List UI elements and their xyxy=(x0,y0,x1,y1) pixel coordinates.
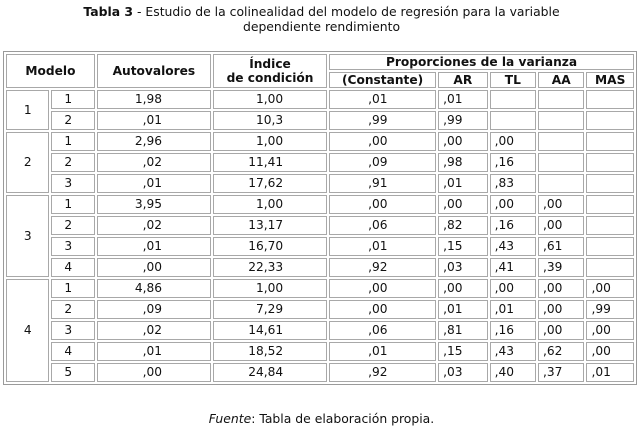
proportion-mas-cell xyxy=(586,132,634,151)
proportion-constante-cell: ,00 xyxy=(329,195,436,214)
proportion-aa-cell: ,62 xyxy=(538,342,584,361)
autovalor-cell: 1,98 xyxy=(97,90,211,109)
autovalor-cell: ,01 xyxy=(97,111,211,130)
table-row xyxy=(6,363,634,382)
dimension-cell: 2 xyxy=(51,216,94,235)
condition-index-cell: 10,3 xyxy=(213,111,327,130)
table-row xyxy=(6,237,634,256)
table-row xyxy=(6,216,634,235)
table-row xyxy=(6,195,634,214)
dimension-cell: 1 xyxy=(51,195,94,214)
proportion-constante-cell: ,06 xyxy=(329,321,436,340)
dimension-cell: 1 xyxy=(51,279,94,298)
header-mas: MAS xyxy=(586,72,634,88)
condition-index-cell: 16,70 xyxy=(213,237,327,256)
dimension-cell: 3 xyxy=(51,174,94,193)
proportion-constante-cell: ,01 xyxy=(329,237,436,256)
table-title-text-line2: dependiente rendimiento xyxy=(242,19,401,34)
dimension-cell: 1 xyxy=(51,90,94,109)
header-autovalores: Autovalores xyxy=(97,54,211,88)
proportion-aa-cell: ,39 xyxy=(538,258,584,277)
header-aa: AA xyxy=(538,72,584,88)
proportion-tl-cell: ,43 xyxy=(490,342,536,361)
proportion-constante-cell: ,00 xyxy=(329,279,436,298)
proportion-ar-cell: ,82 xyxy=(438,216,487,235)
proportion-tl-cell xyxy=(490,90,536,109)
model-number-cell: 3 xyxy=(6,195,49,277)
dimension-cell: 2 xyxy=(51,153,94,172)
dimension-cell: 5 xyxy=(51,363,94,382)
proportion-mas-cell xyxy=(586,90,634,109)
proportion-aa-cell xyxy=(538,111,584,130)
table-title-label: Tabla 3 xyxy=(83,4,134,19)
autovalor-cell: ,00 xyxy=(97,258,211,277)
proportion-mas-cell: ,99 xyxy=(586,300,634,319)
proportion-ar-cell: ,00 xyxy=(438,132,487,151)
proportion-tl-cell: ,16 xyxy=(490,321,536,340)
table-title xyxy=(0,4,643,34)
proportion-mas-cell xyxy=(586,111,634,130)
table-row xyxy=(6,174,634,193)
proportion-tl-cell xyxy=(490,111,536,130)
proportion-tl-cell: ,43 xyxy=(490,237,536,256)
autovalor-cell: ,01 xyxy=(97,342,211,361)
proportion-mas-cell xyxy=(586,216,634,235)
header-constante: (Constante) xyxy=(329,72,436,88)
proportion-aa-cell: ,00 xyxy=(538,216,584,235)
proportion-constante-cell: ,01 xyxy=(329,342,436,361)
dimension-cell: 3 xyxy=(51,237,94,256)
proportion-constante-cell: ,00 xyxy=(329,300,436,319)
model-number-cell: 4 xyxy=(6,279,49,382)
autovalor-cell: ,01 xyxy=(97,237,211,256)
condition-index-cell: 14,61 xyxy=(213,321,327,340)
proportion-constante-cell: ,01 xyxy=(329,90,436,109)
condition-index-cell: 7,29 xyxy=(213,300,327,319)
proportion-ar-cell: ,01 xyxy=(438,300,487,319)
table-footer xyxy=(0,411,643,426)
proportion-mas-cell: ,00 xyxy=(586,279,634,298)
dimension-cell: 4 xyxy=(51,342,94,361)
header-proporciones: Proporciones de la varianza xyxy=(329,54,634,70)
condition-index-cell: 22,33 xyxy=(213,258,327,277)
proportion-aa-cell xyxy=(538,132,584,151)
proportion-ar-cell: ,00 xyxy=(438,195,487,214)
autovalor-cell: ,02 xyxy=(97,216,211,235)
header-indice-line1: Índice xyxy=(249,57,291,71)
proportion-constante-cell: ,91 xyxy=(329,174,436,193)
dimension-cell: 2 xyxy=(51,300,94,319)
proportion-ar-cell: ,98 xyxy=(438,153,487,172)
proportion-aa-cell: ,00 xyxy=(538,300,584,319)
proportion-mas-cell: ,00 xyxy=(586,342,634,361)
proportion-ar-cell: ,01 xyxy=(438,90,487,109)
proportion-tl-cell: ,00 xyxy=(490,279,536,298)
proportion-mas-cell xyxy=(586,174,634,193)
proportion-constante-cell: ,09 xyxy=(329,153,436,172)
header-indice-condicion xyxy=(213,54,327,88)
model-number-cell: 1 xyxy=(6,90,49,130)
autovalor-cell: ,02 xyxy=(97,321,211,340)
autovalor-cell: 3,95 xyxy=(97,195,211,214)
footer-text: : Tabla de elaboración propia. xyxy=(251,411,435,426)
autovalor-cell: 2,96 xyxy=(97,132,211,151)
table-row xyxy=(6,90,634,109)
proportion-tl-cell: ,83 xyxy=(490,174,536,193)
header-tl: TL xyxy=(490,72,536,88)
condition-index-cell: 13,17 xyxy=(213,216,327,235)
title-separator: - xyxy=(133,4,146,19)
table-title-text: Estudio de la colinealidad del modelo de regresión para la variable xyxy=(145,4,560,19)
autovalor-cell: ,09 xyxy=(97,300,211,319)
condition-index-cell: 17,62 xyxy=(213,174,327,193)
table-row xyxy=(6,321,634,340)
proportion-ar-cell: ,03 xyxy=(438,363,487,382)
condition-index-cell: 1,00 xyxy=(213,90,327,109)
table-row xyxy=(6,258,634,277)
proportion-mas-cell: ,00 xyxy=(586,321,634,340)
proportion-aa-cell: ,00 xyxy=(538,195,584,214)
condition-index-cell: 11,41 xyxy=(213,153,327,172)
footer-label: Fuente xyxy=(208,411,252,426)
proportion-aa-cell xyxy=(538,174,584,193)
proportion-tl-cell: ,40 xyxy=(490,363,536,382)
condition-index-cell: 1,00 xyxy=(213,195,327,214)
proportion-aa-cell: ,61 xyxy=(538,237,584,256)
proportion-mas-cell xyxy=(586,258,634,277)
proportion-ar-cell: ,00 xyxy=(438,279,487,298)
proportion-aa-cell xyxy=(538,90,584,109)
condition-index-cell: 18,52 xyxy=(213,342,327,361)
table-row xyxy=(6,111,634,130)
proportion-constante-cell: ,92 xyxy=(329,363,436,382)
proportion-mas-cell xyxy=(586,153,634,172)
header-indice-line2: de condición xyxy=(226,71,314,85)
proportion-ar-cell: ,81 xyxy=(438,321,487,340)
proportion-constante-cell: ,92 xyxy=(329,258,436,277)
proportion-tl-cell: ,16 xyxy=(490,153,536,172)
proportion-mas-cell xyxy=(586,195,634,214)
proportion-aa-cell xyxy=(538,153,584,172)
table-row xyxy=(6,153,634,172)
condition-index-cell: 1,00 xyxy=(213,132,327,151)
autovalor-cell: ,00 xyxy=(97,363,211,382)
proportion-tl-cell: ,00 xyxy=(490,132,536,151)
table-row xyxy=(6,132,634,151)
autovalor-cell: ,02 xyxy=(97,153,211,172)
dimension-cell: 4 xyxy=(51,258,94,277)
table-row xyxy=(6,279,634,298)
autovalor-cell: 4,86 xyxy=(97,279,211,298)
model-number-cell: 2 xyxy=(6,132,49,193)
proportion-constante-cell: ,99 xyxy=(329,111,436,130)
proportion-tl-cell: ,01 xyxy=(490,300,536,319)
dimension-cell: 2 xyxy=(51,111,94,130)
table-row xyxy=(6,300,634,319)
proportion-tl-cell: ,41 xyxy=(490,258,536,277)
proportion-ar-cell: ,03 xyxy=(438,258,487,277)
proportion-constante-cell: ,06 xyxy=(329,216,436,235)
proportion-ar-cell: ,15 xyxy=(438,237,487,256)
dimension-cell: 3 xyxy=(51,321,94,340)
proportion-tl-cell: ,00 xyxy=(490,195,536,214)
dimension-cell: 1 xyxy=(51,132,94,151)
condition-index-cell: 24,84 xyxy=(213,363,327,382)
proportion-ar-cell: ,15 xyxy=(438,342,487,361)
proportion-ar-cell: ,99 xyxy=(438,111,487,130)
autovalor-cell: ,01 xyxy=(97,174,211,193)
proportion-aa-cell: ,37 xyxy=(538,363,584,382)
proportion-aa-cell: ,00 xyxy=(538,321,584,340)
collinearity-table xyxy=(3,51,637,385)
table-row xyxy=(6,342,634,361)
proportion-ar-cell: ,01 xyxy=(438,174,487,193)
header-modelo: Modelo xyxy=(6,54,95,88)
condition-index-cell: 1,00 xyxy=(213,279,327,298)
proportion-aa-cell: ,00 xyxy=(538,279,584,298)
header-ar: AR xyxy=(438,72,487,88)
proportion-mas-cell: ,01 xyxy=(586,363,634,382)
proportion-constante-cell: ,00 xyxy=(329,132,436,151)
proportion-tl-cell: ,16 xyxy=(490,216,536,235)
proportion-mas-cell xyxy=(586,237,634,256)
